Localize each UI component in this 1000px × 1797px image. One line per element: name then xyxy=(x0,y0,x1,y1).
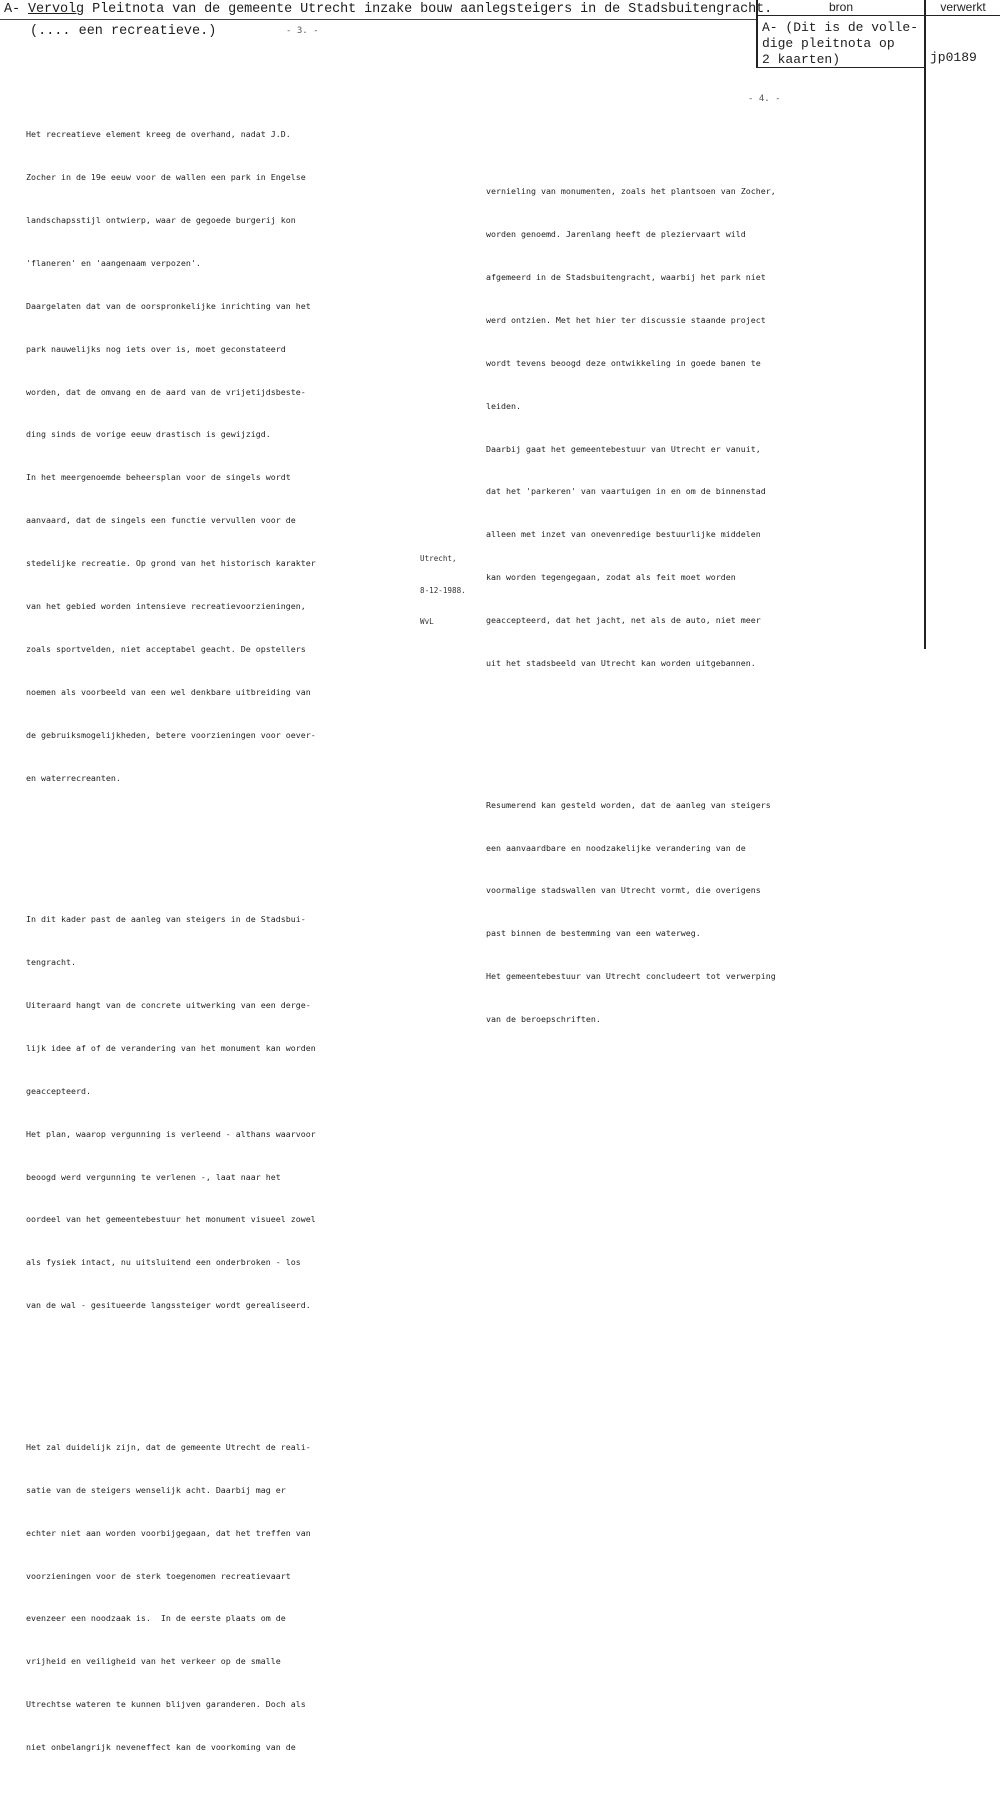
paragraph-gap xyxy=(26,842,406,855)
text-line: leiden. xyxy=(486,400,521,411)
text-line: alleen met inzet van onevenredige bestuurlijke middelen xyxy=(486,529,761,540)
text-line: zoals sportvelden, niet acceptabel geacht. De opstellers xyxy=(26,643,306,654)
paragraph xyxy=(486,156,886,699)
text-line: Daargelaten dat van de oorspronkelijke inrichting van het xyxy=(26,300,311,311)
text-line: park nauwelijks nog iets over is, moet geconstateerd xyxy=(26,343,286,354)
paragraph xyxy=(26,1411,406,1783)
title-vervolg: Vervolg xyxy=(28,2,85,17)
paragraph xyxy=(26,884,406,1342)
text-line: als fysiek intact, nu uitsluitend een onderbroken - los xyxy=(26,1257,301,1268)
title-underline xyxy=(0,19,756,20)
signature-block xyxy=(420,533,466,638)
right-text-column xyxy=(486,127,886,1069)
text-line: noemen als voorbeeld van een wel denkbare uitbreiding van xyxy=(26,686,311,697)
header-row-divider xyxy=(756,15,1000,16)
text-line: Utrechtse wateren te kunnen blijven garanderen. Doch als xyxy=(26,1699,306,1710)
text-line: Het plan, waarop vergunning is verleend - althans waarvoor xyxy=(26,1128,316,1139)
text-line: wordt tevens beoogd deze ontwikkeling in goede banen te xyxy=(486,357,761,368)
text-line: evenzeer een noodzaak is. In de eerste plaats om de xyxy=(26,1613,286,1624)
text-line: van de wal - gesitueerde langssteiger wordt gerealiseerd. xyxy=(26,1300,311,1311)
page-mark-4: - 4. - xyxy=(748,94,781,104)
bron-line: A- (Dit is de volle- xyxy=(762,20,919,35)
text-line: niet onbelangrijk neveneffect kan de voorkoming van de xyxy=(26,1742,296,1753)
text-line: Het recreatieve element kreeg de overhand, nadat J.D. xyxy=(26,129,291,140)
text-line: lijk idee af of de verandering van het monument kan worden xyxy=(26,1042,316,1053)
text-line: geaccepteerd, dat het jacht, net als de auto, niet meer xyxy=(486,615,761,626)
text-line: landschapsstijl ontwierp, waar de gegoede burgerij kon xyxy=(26,214,296,225)
text-line: afgemeerd in de Stadsbuitengracht, waarbij het park niet xyxy=(486,271,766,282)
text-line: voorzieningen voor de sterk toegenomen recreatievaart xyxy=(26,1570,291,1581)
verwerkt-header: verwerkt xyxy=(940,0,986,14)
text-line: oordeel van het gemeentebestuur het monument visueel zowel xyxy=(26,1214,316,1225)
signature-initials: WvL xyxy=(420,617,434,626)
text-line: echter niet aan worden voorbijgegaan, dat het treffen van xyxy=(26,1527,311,1538)
page-mark-3: - 3. - xyxy=(286,26,319,36)
paragraph xyxy=(26,99,406,814)
text-line: van het gebied worden intensieve recreatievoorzieningen, xyxy=(26,600,306,611)
text-line: Resumerend kan gesteld worden, dat de aanleg van steigers xyxy=(486,799,771,810)
left-text-column xyxy=(26,70,406,1797)
text-line: kan worden tegengegaan, zodat als feit moet worden xyxy=(486,572,736,583)
text-line: Uiteraard hangt van de concrete uitwerking van een derge- xyxy=(26,1000,311,1010)
bron-text xyxy=(762,20,922,68)
text-line: 'flaneren' en 'aangenaam verpozen'. xyxy=(26,257,201,268)
text-line: werd ontzien. Met het hier ter discussie staande project xyxy=(486,314,766,325)
text-line: beoogd werd vergunning te verlenen -, laat naar het xyxy=(26,1171,281,1182)
text-line: worden genoemd. Jarenlang heeft de pleziervaart wild xyxy=(486,229,746,240)
text-line: past binnen de bestemming van een waterweg. xyxy=(486,928,701,939)
text-line: Het gemeentebestuur van Utrecht concludeert tot verwerping xyxy=(486,971,776,982)
text-line: aanvaard, dat de singels een functie vervullen voor de xyxy=(26,515,296,526)
text-line: Het zal duidelijk zijn, dat de gemeente Utrecht de reali- xyxy=(26,1441,311,1452)
text-line: voormalige stadswallen van Utrecht vormt, die overigens xyxy=(486,885,761,896)
text-line: van de beroepschriften. xyxy=(486,1014,601,1025)
paragraph xyxy=(486,769,886,1055)
text-line: vernieling van monumenten, zoals het plantsoen van Zocher, xyxy=(486,186,776,197)
signature-date: 8-12-1988. xyxy=(420,585,466,595)
text-line: tengracht. xyxy=(26,957,76,968)
text-line: worden, dat de omvang en de aard van de vrijetijdsbeste- xyxy=(26,386,306,397)
text-line: stedelijke recreatie. Op grond van het historisch karakter xyxy=(26,558,316,569)
title-rest: Pleitnota van de gemeente Utrecht inzake bouw aanlegsteigers in de Stadsbuitengracht. xyxy=(92,2,773,17)
page-title xyxy=(4,2,773,17)
signature-place: Utrecht, xyxy=(420,554,457,563)
text-line: geaccepteerd. xyxy=(26,1085,91,1096)
text-line: en waterrecreanten. xyxy=(26,772,121,783)
page-subtitle: (.... een recreatieve.) xyxy=(30,24,217,39)
paragraph-gap xyxy=(26,1370,406,1383)
paragraph-gap xyxy=(486,727,886,740)
text-line: In het meergenoemde beheersplan voor de singels wordt xyxy=(26,472,291,483)
text-line: dat het 'parkeren' van vaartuigen in en om de binnenstad xyxy=(486,486,766,497)
title-prefix: A- xyxy=(4,2,21,17)
text-line: uit het stadsbeeld van Utrecht kan worden uitgebannen. xyxy=(486,657,756,668)
verwerkt-code: jp0189 xyxy=(930,50,977,65)
text-line: vrijheid en veiligheid van het verkeer op de smalle xyxy=(26,1656,281,1667)
text-line: satie van de steigers wenselijk acht. Daarbij mag er xyxy=(26,1484,286,1495)
text-line: Daarbij gaat het gemeentebestuur van Utrecht er vanuit, xyxy=(486,443,761,454)
bron-line: dige pleitnota op xyxy=(762,36,895,51)
bron-header: bron xyxy=(828,0,854,14)
text-line: In dit kader past de aanleg van steigers in de Stadsbui- xyxy=(26,914,306,925)
text-line: Zocher in de 19e eeuw voor de wallen een park in Engelse xyxy=(26,172,306,183)
text-line: de gebruiksmogelijkheden, betere voorzieningen voor oever- xyxy=(26,729,316,740)
verwerkt-divider xyxy=(924,0,926,649)
text-line: ding sinds de vorige eeuw drastisch is gewijzigd. xyxy=(26,429,271,440)
bron-line: 2 kaarten) xyxy=(762,52,841,67)
text-line: een aanvaardbare en noodzakelijke verandering van de xyxy=(486,842,746,853)
